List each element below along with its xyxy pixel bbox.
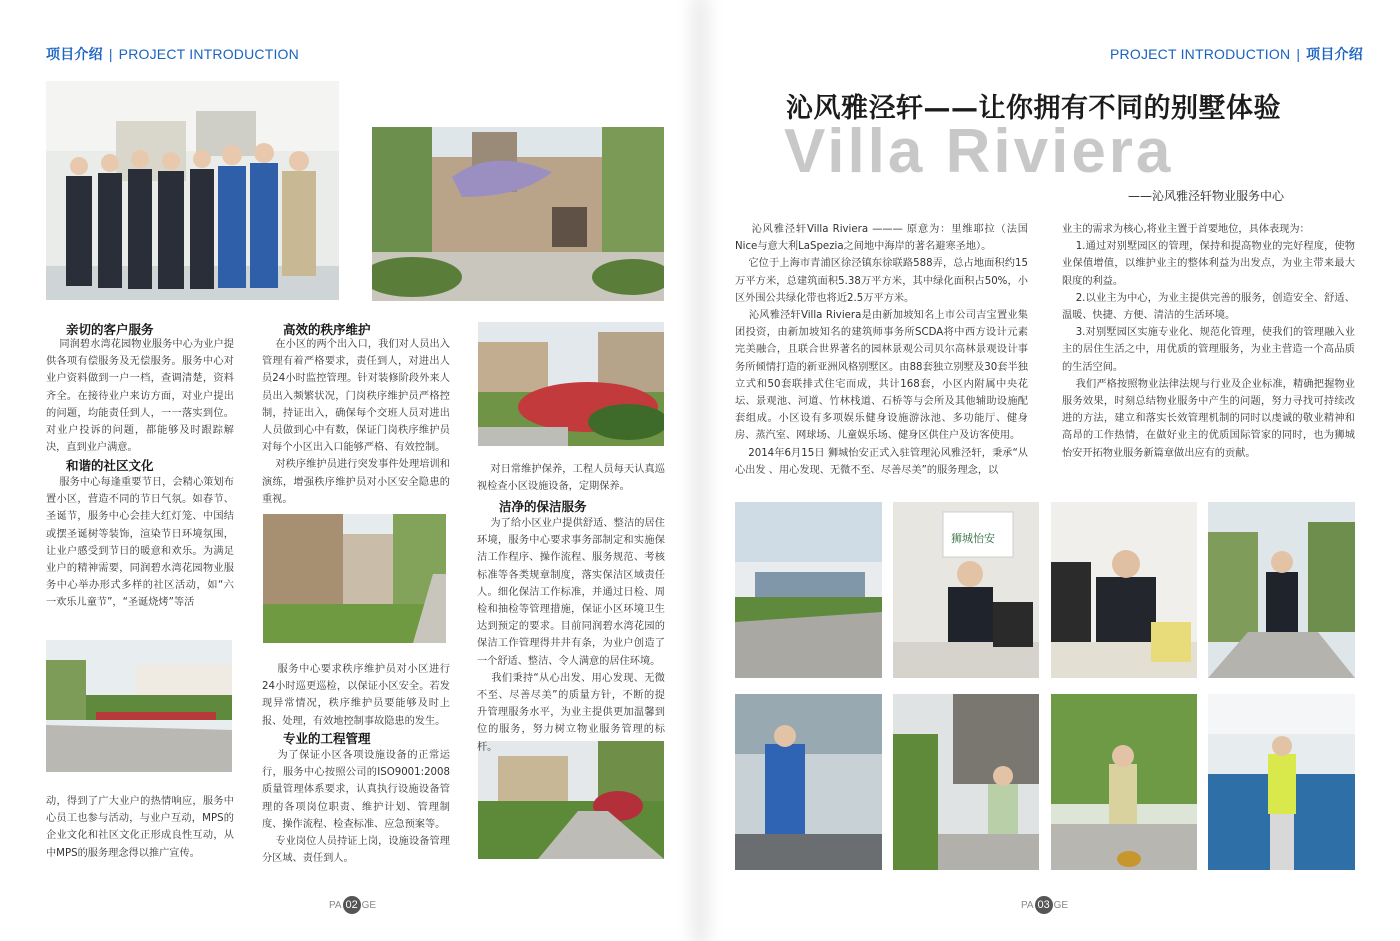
right-page-number — [1021, 896, 1068, 914]
gardener-spraying-photo — [893, 694, 1039, 870]
garden-flowers-photo — [478, 322, 664, 446]
office-desk-photo — [1051, 502, 1197, 678]
villa-wisteria-photo — [372, 127, 664, 301]
reception-staff-photo — [893, 502, 1039, 678]
intro-column-2: 业主的需求为核心,将业主置于首要地位，具体表现为： 1.通过对别墅园区的管理，保持和提高物业的完好程度，使物业保值增值，以维护业主的整体利益为出发点，为业主带来最大限度的利益。 2.以业主为中心，为业主提供完善的服务，创造安全、舒适、温暖、快捷、方便、清洁的生活环境。 3.对别墅园区实施专业化、规范化管理，使我们的管理融入业主的居住生活之中，用优质的管理服务，为业主营造一个高品质的生活空间。 我们严格按照物业法律法规与行业及企业标准，精确把握物业服务效果，时刻总结物业服务中产生的问题，努力寻找可持续改进的方法，建立和落实长效管理机制的同时以虔诚的敬业精神和高昂的工作热情，在做好业主的优质国际管家的同时，也为狮城怡安开拓物业服务新篇章做出应有的贡献。 — [1062, 224, 1355, 459]
residential-street-photo — [478, 741, 664, 859]
right-page-header — [1110, 44, 1363, 64]
header-sep: | — [1296, 46, 1301, 62]
section-body-order-maintenance: 在小区的两个出入口，我们对人员出入管理有着严格要求，责任到人，对进出人员24小时监控管理。针对装修阶段外来人员出入频繁状况，门岗秩序维护员严格控制，持证出入，确保每个交班人员对进出人员做到心中有数，保证门岗秩序维护员对每个小区出入口能够严格、有效控制。 对秩序维护员进行突发事件处理培训和演练，增强秩序维护员对小区安全隐患的重视。 — [262, 339, 450, 505]
page-pre: PA — [1021, 899, 1034, 911]
section-heading-engineering: 专业的工程管理 — [283, 731, 371, 746]
section-body-customer-service: 同润碧水湾花园物业服务中心为业户提供各项有偿服务及无偿服务。服务中心对业户资料做到一户一档，查调清楚，资料齐全。在接待业户来访方面，对业户提出的问题，均能责任到人，一一落实到位。对业户投诉的问题，都能够及时跟踪解决，直到业户满意。 — [46, 339, 234, 454]
title-en-watermark: Villa Riviera — [784, 117, 1174, 186]
header-sep: | — [108, 46, 113, 62]
security-guard-photo — [1208, 502, 1355, 678]
section-heading-cleaning: 洁净的保洁服务 — [499, 499, 587, 514]
section-body-community-culture: 服务中心每逢重要节日，会精心策划布置小区，营造不同的节日气氛。如春节、圣诞节，服务中心会挂大红灯笼、中国结或摆圣诞树等装饰，渲染节日环境氛围，让业户感受到节日的暖意和欢乐。为满足业户的精神需要，同润碧水湾花园物业服务中心举办形式多样的社区活动，如“六一欢乐儿童节”，“圣诞烧烤”等活 — [46, 477, 234, 609]
section-heading-community-culture: 和谐的社区文化 — [66, 458, 154, 473]
page-num: 02 — [343, 896, 361, 914]
staff-group-photo — [46, 81, 339, 300]
section-body-engineering-cont: 对日常维护保养，工程人员每天认真巡视检查小区设施设备，定期保养。 — [477, 464, 665, 493]
left-page-header — [46, 44, 299, 64]
section-heading-customer-service: 亲切的客户服务 — [66, 322, 154, 337]
section-body-community-culture-cont: 动，得到了广大业户的热情响应，服务中心员工也参与活动，与业户互动，MPS的企业文化和社区文化正形成良性互动，从中MPS的服务理念得以推广宣传。 — [46, 796, 234, 859]
page-post: GE — [361, 899, 377, 911]
page-post: GE — [1053, 899, 1069, 911]
intro-column-1: 沁风雅泾轩Villa Riviera ——— 原意为：里维耶拉（法国Nice与意大利LaSpezia之间地中海岸的著名避寒圣地）。 它位于上海市青浦区徐泾镇东徐联路588弄，总占地面积约15万平方米，总建筑面积5.38万平方米，其中绿化面积占50%，小区外围公共绿化带也将近2.5万平方米。 沁风雅泾轩Villa Riviera是由新加坡知名上市公司吉宝置业集团投资，由新加坡知名的建筑师事务所SCDA将中西方设计元素完美融合，且联合世界著名的园林景观公司贝尔高林景观设计事务所倾情打造的新亚洲风格别墅区。由88套独立别墅及30套半独立式和50套联排式住宅而成，共计168套，小区内附属中央花坛、景观池、河道、竹林栈道、石桥等与会所及其他辅助设施配套组成。小区设有多项娱乐健身设施游泳池、多功能厅、健身房、蒸汽室、网球场、儿童娱乐场、健身区供住户及访客使用。 2014年6月15日 狮城怡安正式入驻管理沁风雅泾轩，秉承“从心出发 、用心发现、无微不至、尽善尽美”的服务理念，以 — [735, 224, 1028, 476]
section-body-engineering: 为了保证小区各项设施设备的正常运行，服务中心按照公司的ISO9001:2008质量管理体系要求，认真执行设施设备管理的各项岗位职责、维护计划、管理制度、操作流程、检查标准、应急预案等。 专业岗位人员持证上岗，设施设备管理分区域、责任到人。 — [262, 750, 450, 865]
sign-text: 狮城怡安 — [951, 532, 995, 545]
office-building-photo — [735, 502, 882, 678]
header-cn: 项目介绍 — [1306, 46, 1363, 62]
pool-lifeguard-photo — [1208, 694, 1355, 870]
section-heading-order-maintenance: 高效的秩序维护 — [283, 322, 371, 337]
header-cn: 项目介绍 — [46, 46, 103, 62]
page-num: 03 — [1035, 896, 1053, 914]
clubhouse-road-photo — [46, 640, 232, 772]
section-body-patrol: 服务中心要求秩序维护员对小区进行24小时巡更巡检，以保证小区安全。若发现异常情况，秩序维护员要能够及时上报、处理，有效地控制事故隐患的发生。 — [262, 664, 450, 727]
villa-street-photo — [263, 514, 446, 643]
page-pre: PA — [329, 899, 342, 911]
left-page-number — [329, 896, 376, 914]
page-title: 沁风雅泾轩——让你拥有不同的别墅体验 — [786, 93, 1281, 124]
page-subtitle: ——沁风雅泾轩物业服务中心 — [1128, 189, 1285, 203]
cleaner-sweeping-photo — [1051, 694, 1197, 870]
section-body-cleaning: 为了给小区业户提供舒适、整洁的居住环境，服务中心要求事务部制定和实施保洁工作程序、操作流程、服务规范、考核标准等各类规章制度，落实保洁区域责任人。细化保洁工作标准，并通过日检、周检和抽检等管理措施，保证小区环境卫生达到预定的要求。目前同润碧水湾花园的保洁工作管理得井井有条，为业户创造了一个舒适、整洁、令人满意的居住环境。 我们秉持“从心出发、用心发现、无微不至、尽善尽美”的质量方针，不断的提升管理服务水平，为业主提供更加温馨到位的服务，努力树立物业服务管理的标杆。 — [477, 518, 665, 753]
engineer-worker-photo — [735, 694, 882, 870]
header-en: PROJECT INTRODUCTION — [118, 46, 299, 62]
header-en: PROJECT INTRODUCTION — [1110, 46, 1291, 62]
